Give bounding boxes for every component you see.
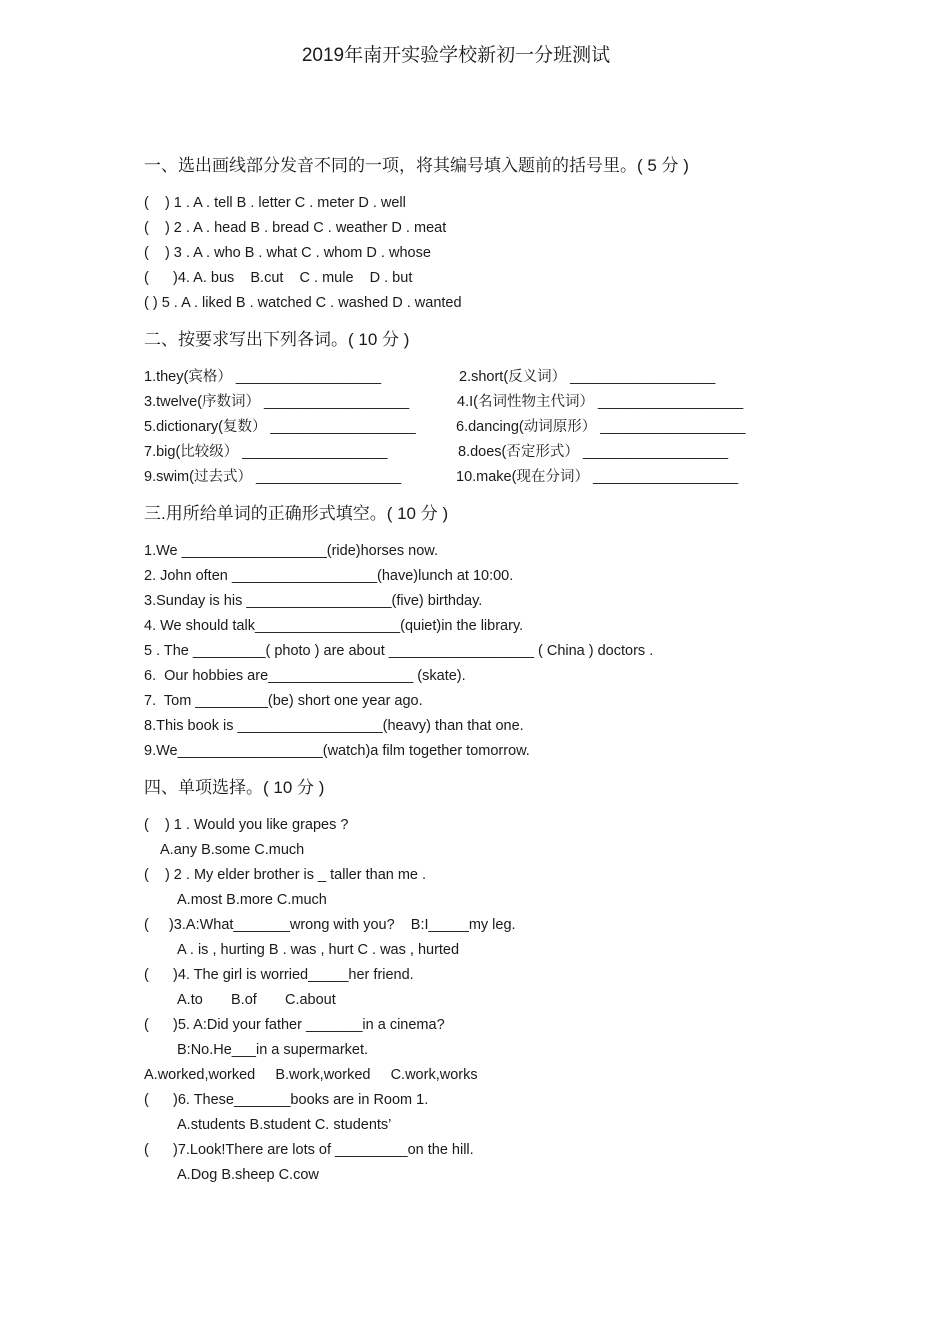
section4-q3: ( )3.A:What_______wrong with you? B:I_____my leg. xyxy=(144,917,516,933)
section3-item-4: 4. We should talk__________________(quiet)in the library. xyxy=(144,618,524,634)
section2-row-1-left: 1.they(宾格） __________________ xyxy=(144,369,382,385)
section4-q7-options: A.Dog B.sheep C.cow xyxy=(177,1167,319,1183)
section3-heading: 三.用所给单词的正确形式填空。( 10 分 ) xyxy=(144,504,449,523)
section4-q1: ( ) 1 . Would you like grapes ? xyxy=(144,817,349,833)
section2-row-3-left: 5.dictionary(复数） __________________ xyxy=(144,419,416,435)
section4-heading: 四、单项选择。( 10 分 ) xyxy=(144,778,325,797)
section4-q1-options: A.any B.some C.much xyxy=(160,842,305,858)
section1-item-2: ( ) 2 . A . head B . bread C . weather D . meat xyxy=(144,220,447,236)
section4-q6-options: A.students B.student C. students’ xyxy=(177,1117,392,1133)
section3-item-8: 8.This book is __________________(heavy) than that one. xyxy=(144,718,524,734)
section3-item-2: 2. John often __________________(have)lunch at 10:00. xyxy=(144,568,514,584)
section2-heading: 二、按要求写出下列各词。( 10 分 ) xyxy=(144,330,410,349)
section2-row-5-right: 10.make(现在分词） __________________ xyxy=(456,469,739,485)
section3-item-1: 1.We __________________(ride)horses now. xyxy=(144,543,438,559)
section2-row-3-right: 6.dancing(动词原形） __________________ xyxy=(456,419,746,435)
section4-q5-options: A.worked,worked B.work,worked C.work,works xyxy=(144,1067,478,1083)
section2-row-4-left: 7.big(比较级） __________________ xyxy=(144,444,388,460)
section3-item-5: 5 . The _________( photo ) are about __________________ ( China ) doctors . xyxy=(144,643,654,659)
section1-item-4: ( )4. A. bus B.cut C . mule D . but xyxy=(144,270,413,286)
section2-row-2-left: 3.twelve(序数词） __________________ xyxy=(144,394,410,410)
page-title: 2019年南开实验学校新初一分班测试 xyxy=(301,45,611,66)
section2-row-4-right: 8.does(否定形式） __________________ xyxy=(458,444,729,460)
section1-item-1: ( ) 1 . A . tell B . letter C . meter D . well xyxy=(144,195,406,211)
section4-q6: ( )6. These_______books are in Room 1. xyxy=(144,1092,429,1108)
section1-item-5: ( ) 5 . A . liked B . watched C . washed D . wanted xyxy=(144,295,462,311)
section4-q5-line2: B:No.He___in a supermarket. xyxy=(177,1042,369,1058)
section4-q4: ( )4. The girl is worried_____her friend. xyxy=(144,967,414,983)
section3-item-9: 9.We__________________(watch)a film together tomorrow. xyxy=(144,743,530,759)
section1-heading: 一、选出画线部分发音不同的一项，将其编号填入题前的括号里。( 5 分 ) xyxy=(144,156,689,175)
section2-row-1-right: 2.short(反义词） __________________ xyxy=(459,369,716,385)
section4-q7: ( )7.Look!There are lots of _________on the hill. xyxy=(144,1142,474,1158)
section2-row-2-right: 4.I(名词性物主代词） __________________ xyxy=(457,394,744,410)
section4-q5: ( )5. A:Did your father _______in a cinema? xyxy=(144,1017,445,1033)
section2-row-5-left: 9.swim(过去式） __________________ xyxy=(144,469,402,485)
section3-item-6: 6. Our hobbies are__________________ (skate). xyxy=(144,668,466,684)
section4-q2: ( ) 2 . My elder brother is _ taller than me . xyxy=(144,867,427,883)
section4-q4-options: A.to B.of C.about xyxy=(177,992,336,1008)
section3-item-3: 3.Sunday is his __________________(five) birthday. xyxy=(144,593,483,609)
section3-item-7: 7. Tom _________(be) short one year ago. xyxy=(144,693,423,709)
section4-q2-options: A.most B.more C.much xyxy=(177,892,327,908)
section4-q3-options: A . is , hurting B . was , hurt C . was , hurted xyxy=(177,942,460,958)
section1-item-3: ( ) 3 . A . who B . what C . whom D . whose xyxy=(144,245,431,261)
